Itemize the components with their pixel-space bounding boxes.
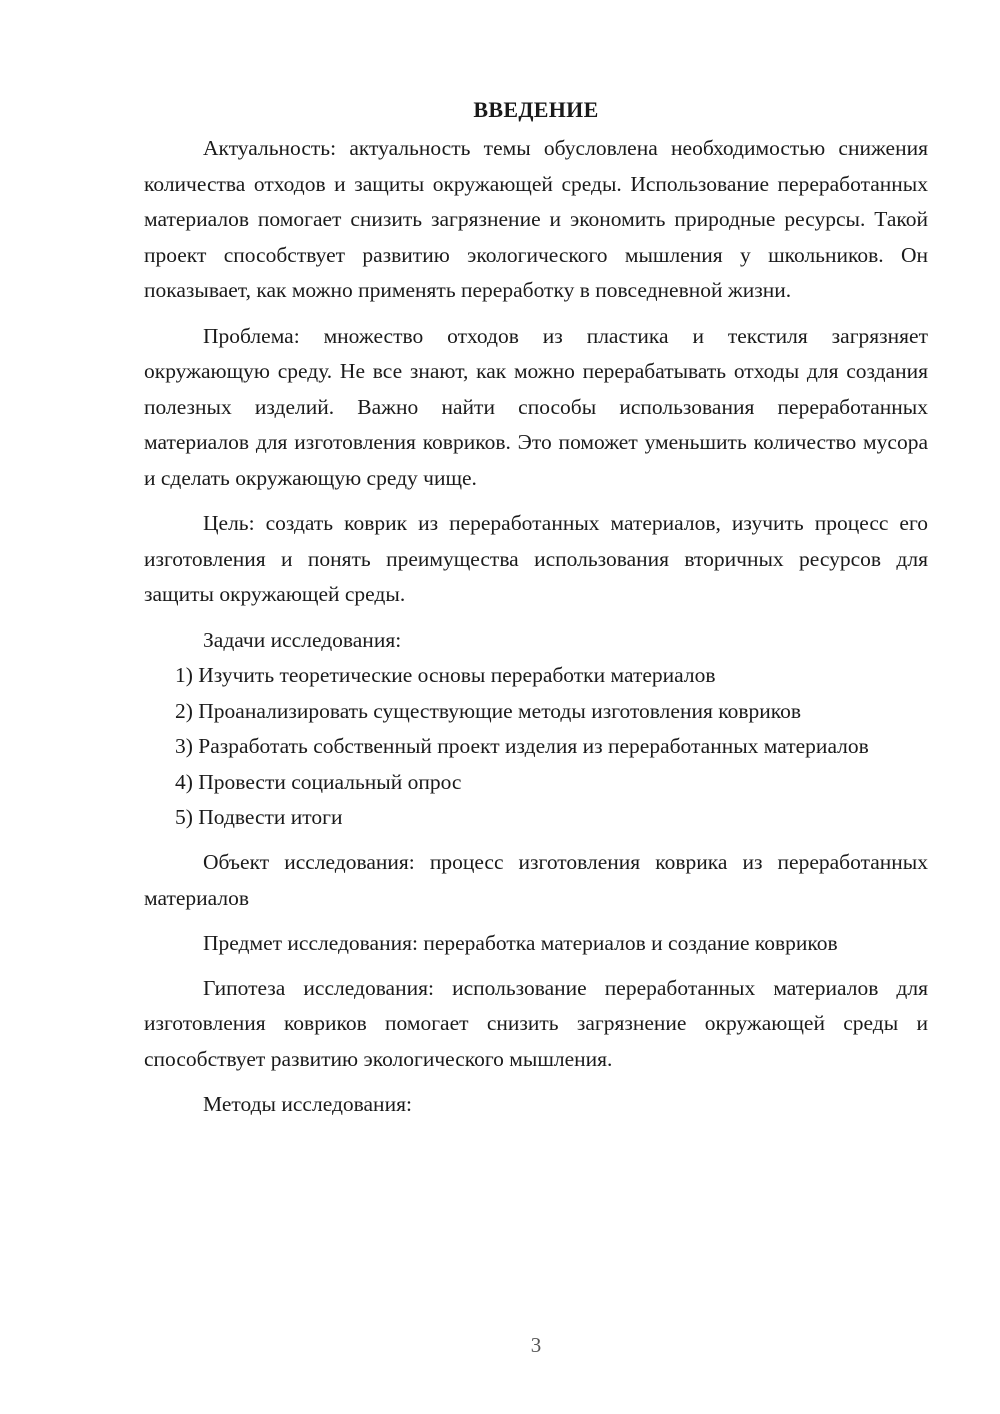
tasks-heading: Задачи исследования: [203,627,402,652]
goal-paragraph: Цель: создать коврик из переработанных материалов, изучить процесс его изготовления и понять преимущества использования вторичных ресурсов для защиты окружающей среды. [144,511,928,606]
page-number: 3 [530,1333,542,1357]
list-item: 2) Проанализировать существующие методы изготовления ковриков [175,698,801,723]
problem-paragraph: Проблема: множество отходов из пластика и текстиля загрязняет окружающую среду. Не все знают, как можно перерабатывать отходы для создания полезных изделий. Важно найти способы использования переработанных материалов для изготовления ковриков. Это поможет уменьшить количество мусора и сделать окружающую среду чище. [144,323,928,490]
document-page [144,92,928,1122]
list-item: 4) Провести социальный опрос [175,769,462,794]
list-item: 5) Подвести итоги [175,805,343,829]
object-paragraph: Объект исследования: процесс изготовления коврика из переработанных материалов [144,850,928,910]
list-item: 1) Изучить теоретические основы переработки материалов [175,663,716,687]
list-item: 3) Разработать собственный проект изделия из переработанных материалов [175,734,869,758]
subject-paragraph: Предмет исследования: переработка материалов и создание ковриков [203,930,838,955]
hypothesis-paragraph: Гипотеза исследования: использование переработанных материалов для изготовления ковриков помогает снизить загрязнение окружающей среды и способствует развитию экологического мышления. [144,975,928,1071]
methods-heading: Методы исследования: [203,1091,412,1116]
document-title: ВВЕДЕНИЕ [473,97,599,122]
relevance-paragraph: Актуальность: актуальность темы обусловлена необходимостью снижения количества отходов и защиты окружающей среды. Использование переработанных материалов помогает снизить загрязнение и экономить природные ресурсы. Такой проект способствует развитию экологического мышления у школьников. Он показывает, как можно применять переработку в повседневной жизни. [144,136,928,302]
